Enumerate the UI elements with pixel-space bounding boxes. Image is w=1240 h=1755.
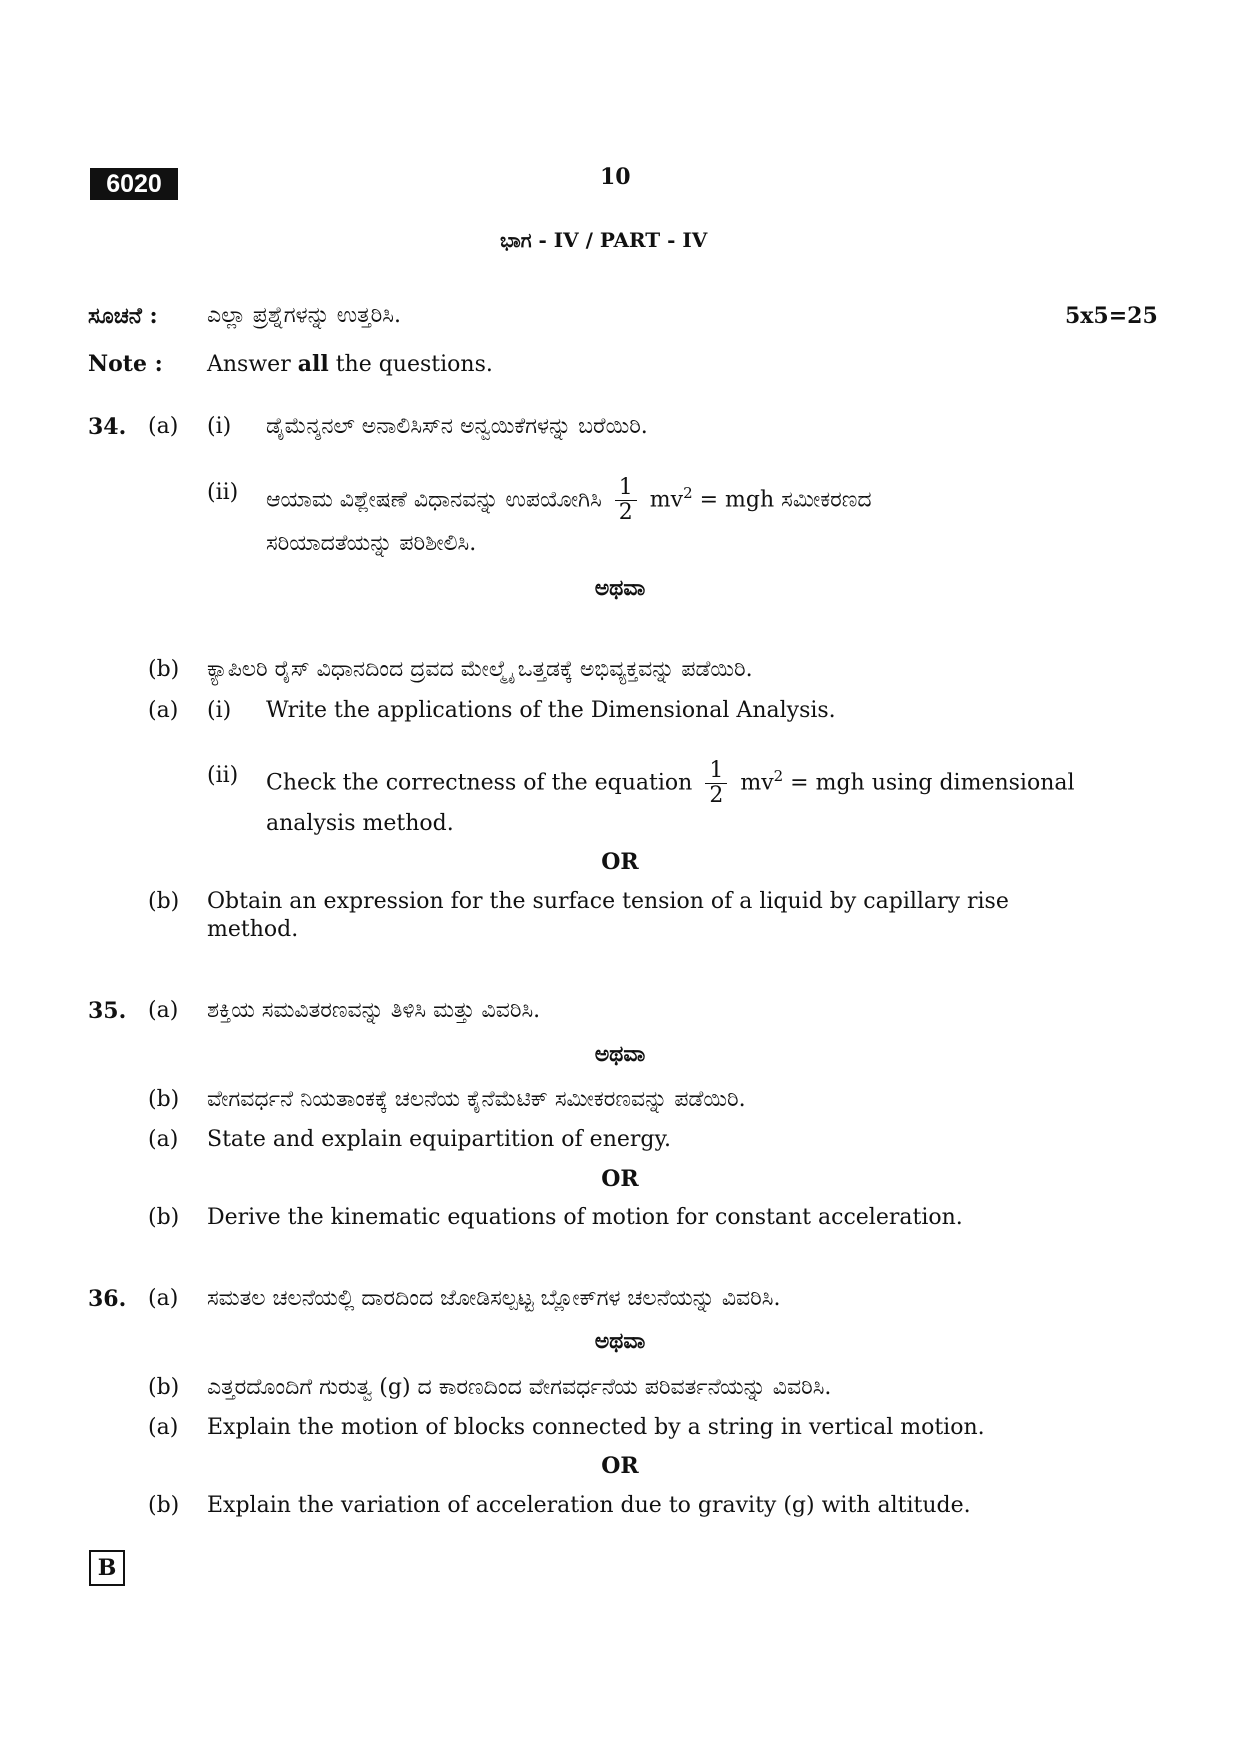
instruction-text-kannada: ಎಲ್ಲಾ ಪ್ರಶ್ನೆಗಳನ್ನು ಉತ್ತರಿಸಿ. xyxy=(207,303,401,328)
q34-b-english: Obtain an expression for the surface tension of a liquid by capillary rise xyxy=(207,889,1009,914)
q34-b-kannada: ಕ್ಯಾಪಿಲರಿ ರೈಸ್ ವಿಧಾನದಿಂದ ದ್ರವದ ಮೇಲ್ಮೈ ಒತ್ತಡಕ್ಕೆ ಅಭಿವ್ಯಕ್ತವನ್ನು ಪಡೆಯಿರಿ. xyxy=(207,657,753,682)
q34-a-ii-kn-post: ಸಮೀಕರಣದ xyxy=(781,487,872,513)
booklet-code-box: B xyxy=(89,1550,125,1586)
q36-b-kannada: ಎತ್ತರದೊಂದಿಗೆ ಗುರುತ್ವ (g) ದ ಕಾರಣದಿಂದ ವೇಗವರ್ಧನೆಯ ಪರಿವರ್ತನೆಯನ್ನು ವಿವರಿಸಿ. xyxy=(207,1375,832,1400)
q34-a-i-english: Write the applications of the Dimensional Analysis. xyxy=(266,698,836,723)
paper-code: 6020 xyxy=(90,168,178,200)
q35-a-label-en: (a) xyxy=(148,1127,179,1152)
q35-b-kannada: ವೇಗವರ್ಧನೆ ನಿಯತಾಂಕಕ್ಕೆ ಚಲನೆಯ ಕೈನೆಮೆಟಿಕ್ ಸಮೀಕರಣವನ್ನು ಪಡೆಯಿರಿ. xyxy=(207,1087,746,1112)
equation-exponent: 2 xyxy=(683,484,693,502)
or-kannada: ಅಥವಾ xyxy=(594,1041,646,1067)
q34-ii-label-kn: (ii) xyxy=(207,480,239,505)
instruction-label-kannada: ಸೂಚನೆ : xyxy=(88,303,158,329)
q35-b-label-kn: (b) xyxy=(148,1087,180,1112)
q35-a-english: State and explain equipartition of energy. xyxy=(207,1127,671,1152)
q35-b-label-en: (b) xyxy=(148,1205,180,1230)
part-title: ಭಾಗ - IV / PART - IV xyxy=(500,228,708,252)
equation-rhs: = mgh xyxy=(699,487,775,513)
q34-a-ii-english xyxy=(266,747,1075,812)
q34-a-ii-english-line2: analysis method. xyxy=(266,811,454,836)
fraction-numerator: 1 xyxy=(705,759,727,784)
equation-exponent: 2 xyxy=(773,767,784,785)
note-post: the questions. xyxy=(335,352,493,377)
q34-b-label-en: (b) xyxy=(148,889,180,914)
page-number: 10 xyxy=(600,164,631,190)
q34-a-label-en: (a) xyxy=(148,698,179,723)
fraction-denominator: 2 xyxy=(709,782,724,808)
or-english: OR xyxy=(601,1453,639,1479)
equation-mv: mv xyxy=(649,487,684,513)
q36-b-label-kn: (b) xyxy=(148,1375,180,1400)
note-label: Note : xyxy=(88,351,163,377)
q35-b-english: Derive the kinematic equations of motion for constant acceleration. xyxy=(207,1205,963,1230)
q34-i-label-kn: (i) xyxy=(207,414,232,439)
q34-a-label-kn: (a) xyxy=(148,414,179,439)
q36-a-label-kn: (a) xyxy=(148,1286,179,1311)
q35-a-label-kn: (a) xyxy=(148,998,179,1023)
q34-ii-label-en: (ii) xyxy=(207,763,239,788)
total-marks: 5x5=25 xyxy=(1065,303,1158,329)
or-english: OR xyxy=(601,1166,639,1192)
note-text xyxy=(207,350,493,379)
q36-a-label-en: (a) xyxy=(148,1415,179,1440)
fraction-half xyxy=(615,476,637,525)
or-kannada: ಅಥವಾ xyxy=(594,1328,646,1354)
equation-rhs: = mgh xyxy=(790,770,865,796)
equation-mv: mv xyxy=(740,770,774,796)
q35-a-kannada: ಶಕ್ತಿಯ ಸಮವಿತರಣವನ್ನು ತಿಳಿಸಿ ಮತ್ತು ವಿವರಿಸಿ. xyxy=(207,998,541,1023)
q36-b-label-en: (b) xyxy=(148,1493,180,1518)
q34-b-english-line2: method. xyxy=(207,917,299,942)
q36-b-english: Explain the variation of acceleration due to gravity (g) with altitude. xyxy=(207,1493,971,1518)
fraction-denominator: 2 xyxy=(618,499,633,525)
fraction-half xyxy=(705,759,727,808)
note-pre: Answer xyxy=(207,352,291,377)
or-english: OR xyxy=(601,849,639,875)
note-bold: all xyxy=(297,351,329,377)
q34-b-label-kn: (b) xyxy=(148,657,180,682)
question-number-36: 36. xyxy=(88,1286,127,1312)
q36-a-kannada: ಸಮತಲ ಚಲನೆಯಲ್ಲಿ ದಾರದಿಂದ ಜೋಡಿಸಲ್ಪಟ್ಟ ಬ್ಲೋಕ್‌ಗಳ ಚಲನೆಯನ್ನು ವಿವರಿಸಿ. xyxy=(207,1286,781,1311)
question-number-35: 35. xyxy=(88,998,127,1024)
q34-a-i-kannada: ಡೈಮೆನ್ಶನಲ್ ಅನಾಲಿಸಿಸ್‌ನ ಅನ್ವಯಿಕೆಗಳನ್ನು ಬರೆಯಿರಿ. xyxy=(266,414,648,439)
q34-a-ii-kn-pre: ಆಯಾಮ ವಿಶ್ಲೇಷಣೆ ವಿಧಾನವನ್ನು ಉಪಯೋಗಿಸಿ xyxy=(266,487,602,513)
q34-a-ii-en-pre: Check the correctness of the equation xyxy=(266,770,693,796)
q34-i-label-en: (i) xyxy=(207,698,232,723)
or-kannada: ಅಥವಾ xyxy=(594,575,646,601)
q34-a-ii-kannada-line2: ಸರಿಯಾದತೆಯನ್ನು ಪರಿಶೀಲಿಸಿ. xyxy=(266,531,477,556)
q36-a-english: Explain the motion of blocks connected by a string in vertical motion. xyxy=(207,1415,985,1440)
fraction-numerator: 1 xyxy=(615,476,637,501)
q34-a-ii-en-post: using dimensional xyxy=(871,770,1075,796)
q34-a-ii-kannada xyxy=(266,464,872,529)
question-number-34: 34. xyxy=(88,414,127,440)
